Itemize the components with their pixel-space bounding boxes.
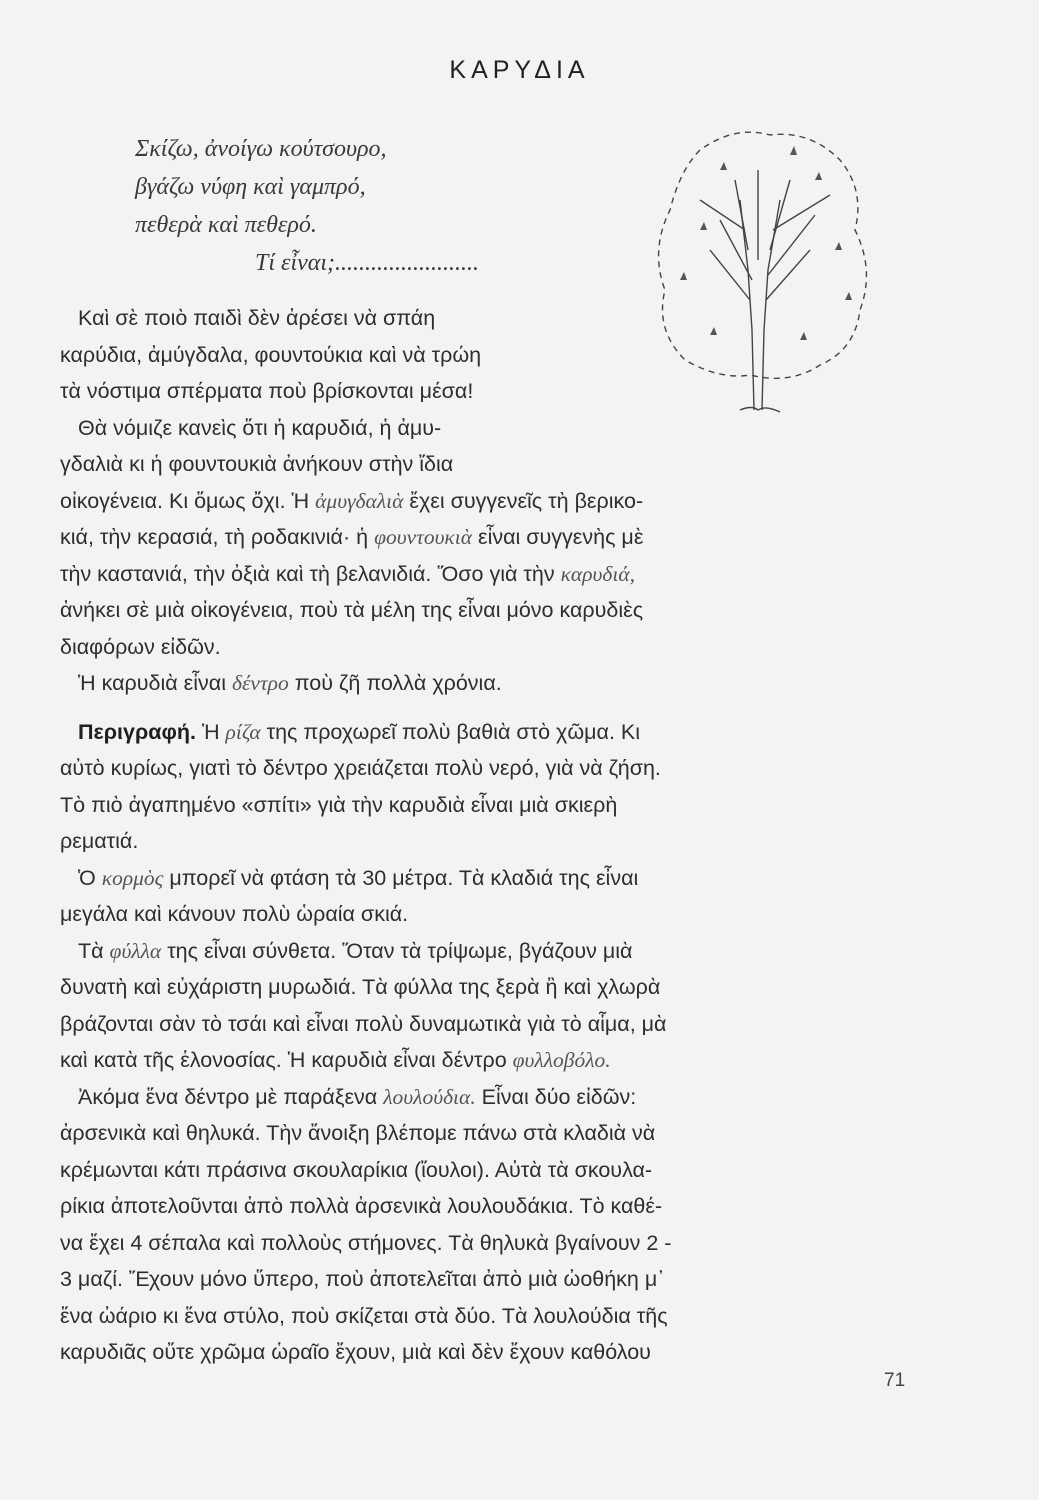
riddle-line: Σκίζω, ἀνοίγω κούτσουρο,	[135, 136, 387, 162]
paragraph-line: κρέμωνται κάτι πράσινα σκουλαρίκια (ἴουλοι). Αὐτὰ τὰ σκουλα-	[60, 1157, 653, 1182]
paragraph-line: Τὸ πιὸ ἀγαπημένο «σπίτι» γιὰ τὴν καρυδιὰ εἶναι μιὰ σκιερὴ	[60, 792, 618, 817]
paragraph-line: Ὁ κορμὸς μπορεῖ νὰ φτάση τὰ 30 μέτρα. Τὰ κλαδιά της εἶναι	[78, 865, 639, 890]
paragraph-line: οἰκογένεια. Κι ὅμως ὄχι. Ἡ ἀμυγδαλιὰ ἔχει συγγενεῖς τὴ βερικο-	[60, 488, 644, 513]
paragraph-line: καὶ κατὰ τῆς ἑλονοσίας. Ἡ καρυδιὰ εἶναι δέντρο φυλλοβόλο.	[60, 1048, 611, 1072]
paragraph-line: Ἡ καρυδιὰ εἶναι δέντρο ποὺ ζῆ πολλὰ χρόνια.	[78, 671, 502, 695]
paragraph-line: τὰ νόστιμα σπέρματα ποὺ βρίσκονται μέσα!	[60, 379, 474, 403]
riddle-line: βγάζω νύφη καὶ γαμπρό,	[135, 174, 366, 200]
page-number: 71	[884, 1370, 906, 1391]
paragraph-line: 3 μαζί. Ἔχουν μόνο ὕπερο, ποὺ ἀποτελεῖται ἀπὸ μιὰ ὠοθήκη μ᾽	[60, 1267, 665, 1291]
paragraph-line: Θὰ νόμιζε κανεὶς ὅτι ἡ καρυδιά, ἡ ἀμυ-	[78, 415, 442, 440]
paragraph-line: διαφόρων εἰδῶν.	[60, 634, 221, 659]
paragraph-line: Ἀκόμα ἕνα δέντρο μὲ παράξενα λουλούδια. Εἶναι δύο εἰδῶν:	[78, 1084, 637, 1109]
paragraph-line: Καὶ σὲ ποιὸ παιδὶ δὲν ἀρέσει νὰ σπάη	[78, 306, 436, 330]
paragraph-line: να ἔχει 4 σέπαλα καὶ πολλοὺς στήμονες. Τὰ θηλυκὰ βγαίνουν 2 -	[60, 1230, 672, 1255]
paragraph-line: Τὰ φύλλα της εἶναι σύνθετα. Ὅταν τὰ τρίψωμε, βγάζουν μιὰ	[78, 938, 633, 963]
paragraph-line: καρύδια, ἀμύγδαλα, φουντούκια καὶ νὰ τρώη	[60, 342, 482, 367]
paragraph-line: γδαλιὰ κι ἡ φουντουκιὰ ἀνήκουν στὴν ἴδια	[60, 452, 454, 476]
paragraph-line: ἀνήκει σὲ μιὰ οἰκογένεια, ποὺ τὰ μέλη της εἶναι μόνο καρυδιὲς	[60, 598, 644, 622]
body-text	[60, 300, 900, 1371]
paragraph-line: ἀρσενικὰ καὶ θηλυκά. Τὴν ἄνοιξη βλέπομε πάνω στὰ κλαδιὰ νὰ	[60, 1121, 656, 1145]
paragraph-line: Περιγραφή. Ἡ ρίζα της προχωρεῖ πολὺ βαθιὰ στὸ χῶμα. Κι	[78, 719, 641, 744]
paragraph-line: μεγάλα καὶ κάνουν πολὺ ὡραία σκιά.	[60, 902, 409, 926]
paragraph-line: βράζονται σὰν τὸ τσάι καὶ εἶναι πολὺ δυναμωτικὰ γιὰ τὸ αἷμα, μὰ	[60, 1011, 667, 1036]
section-heading: Περιγραφή.	[78, 719, 196, 744]
paragraph-line: ἕνα ὠάριο κι ἕνα στύλο, ποὺ σκίζεται στὰ δύο. Τὰ λουλούδια τῆς	[60, 1303, 668, 1328]
paragraph-line: ρεματιά.	[60, 829, 139, 853]
page-title: ΚΑΡΥΔΙΑ	[449, 56, 590, 84]
paragraph-line: αὐτὸ κυρίως, γιατὶ τὸ δέντρο χρειάζεται πολὺ νερό, γιὰ νὰ ζήση.	[60, 756, 661, 780]
paragraph-line: ρίκια ἀποτελοῦνται ἀπὸ πολλὰ ἀρσενικὰ λουλουδάκια. Τὸ καθέ-	[60, 1194, 663, 1218]
riddle	[135, 130, 595, 282]
riddle-line: πεθερὰ καὶ πεθερό.	[135, 212, 317, 238]
riddle-answer: Τί εἶναι;........................	[255, 250, 480, 276]
paragraph-line: δυνατὴ καὶ εὐχάριστη μυρωδιά. Τὰ φύλλα της ξερὰ ἢ καὶ χλωρὰ	[60, 975, 661, 999]
paragraph-line: τὴν καστανιά, τὴν ὀξιὰ καὶ τὴ βελανιδιά. Ὅσο γιὰ τὴν καρυδιά,	[60, 561, 636, 586]
paragraph-line: καρυδιᾶς οὔτε χρῶμα ὡραῖο ἔχουν, μιὰ καὶ δὲν ἔχουν καθόλου	[60, 1340, 651, 1364]
paragraph-line: κιά, τὴν κερασιά, τὴ ροδακινιά· ἡ φουντουκιὰ εἶναι συγγενὴς μὲ	[60, 525, 644, 549]
